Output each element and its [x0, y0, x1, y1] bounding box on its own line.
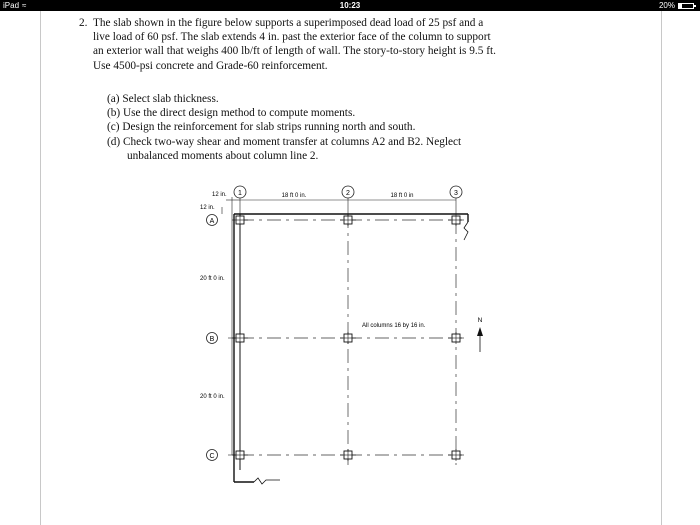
part-d-continuation: unbalanced moments about column line 2.	[127, 149, 319, 162]
battery-percent: 20%	[658, 1, 675, 10]
break-line-bottom	[254, 478, 280, 484]
span-1-2-label: 18 ft 0 in.	[281, 193, 307, 199]
problem-number: 2.	[79, 17, 88, 29]
top-dimension-line	[226, 197, 456, 214]
grid-label-3: 3	[454, 190, 458, 197]
overhang-vertical-label: 12 in.	[200, 205, 215, 211]
north-label: N	[477, 317, 483, 324]
north-arrow-icon	[477, 327, 483, 352]
part-d: (d) Check two-way shear and moment transfer at columns A2 and B2. Neglect	[107, 135, 462, 148]
break-line-right	[464, 222, 468, 240]
clock: 10:23	[339, 1, 361, 10]
grid-label-B: B	[209, 336, 215, 343]
overhang-horizontal-label: 12 in.	[212, 192, 227, 198]
problem-line: live load of 60 psf. The slab extends 4 in. past the exterior face of the column to support	[93, 31, 491, 44]
span-B-C-label: 20 ft 0 in.	[200, 394, 225, 400]
column-size-note: All columns 16 by 16 in.	[362, 323, 426, 329]
span-2-3-label: 18 ft 0 in	[390, 193, 414, 199]
problem-line: Use 4500-psi concrete and Grade-60 reinforcement.	[93, 59, 328, 72]
grid-label-A: A	[209, 218, 215, 225]
slab-edge	[234, 214, 468, 482]
problem-line: an exterior wall that weighs 400 lb/ft of length of wall. The story-to-story height is 9.5 ft.	[93, 45, 496, 58]
part-a: (a) Select slab thickness.	[107, 93, 219, 105]
grid-label-C: C	[209, 453, 215, 460]
grid-label-1: 1	[238, 190, 242, 197]
span-A-B-label: 20 ft 0 in.	[200, 276, 225, 282]
part-b: (b) Use the direct design method to compute moments.	[107, 107, 356, 120]
device-name: iPad	[3, 1, 20, 10]
problem-line: The slab shown in the figure below supports a superimposed dead load of 25 psf and a	[93, 17, 484, 29]
part-c: (c) Design the reinforcement for slab strips running north and south.	[107, 121, 416, 134]
grid-label-2: 2	[346, 190, 350, 197]
wifi-icon: ≈	[22, 1, 27, 10]
